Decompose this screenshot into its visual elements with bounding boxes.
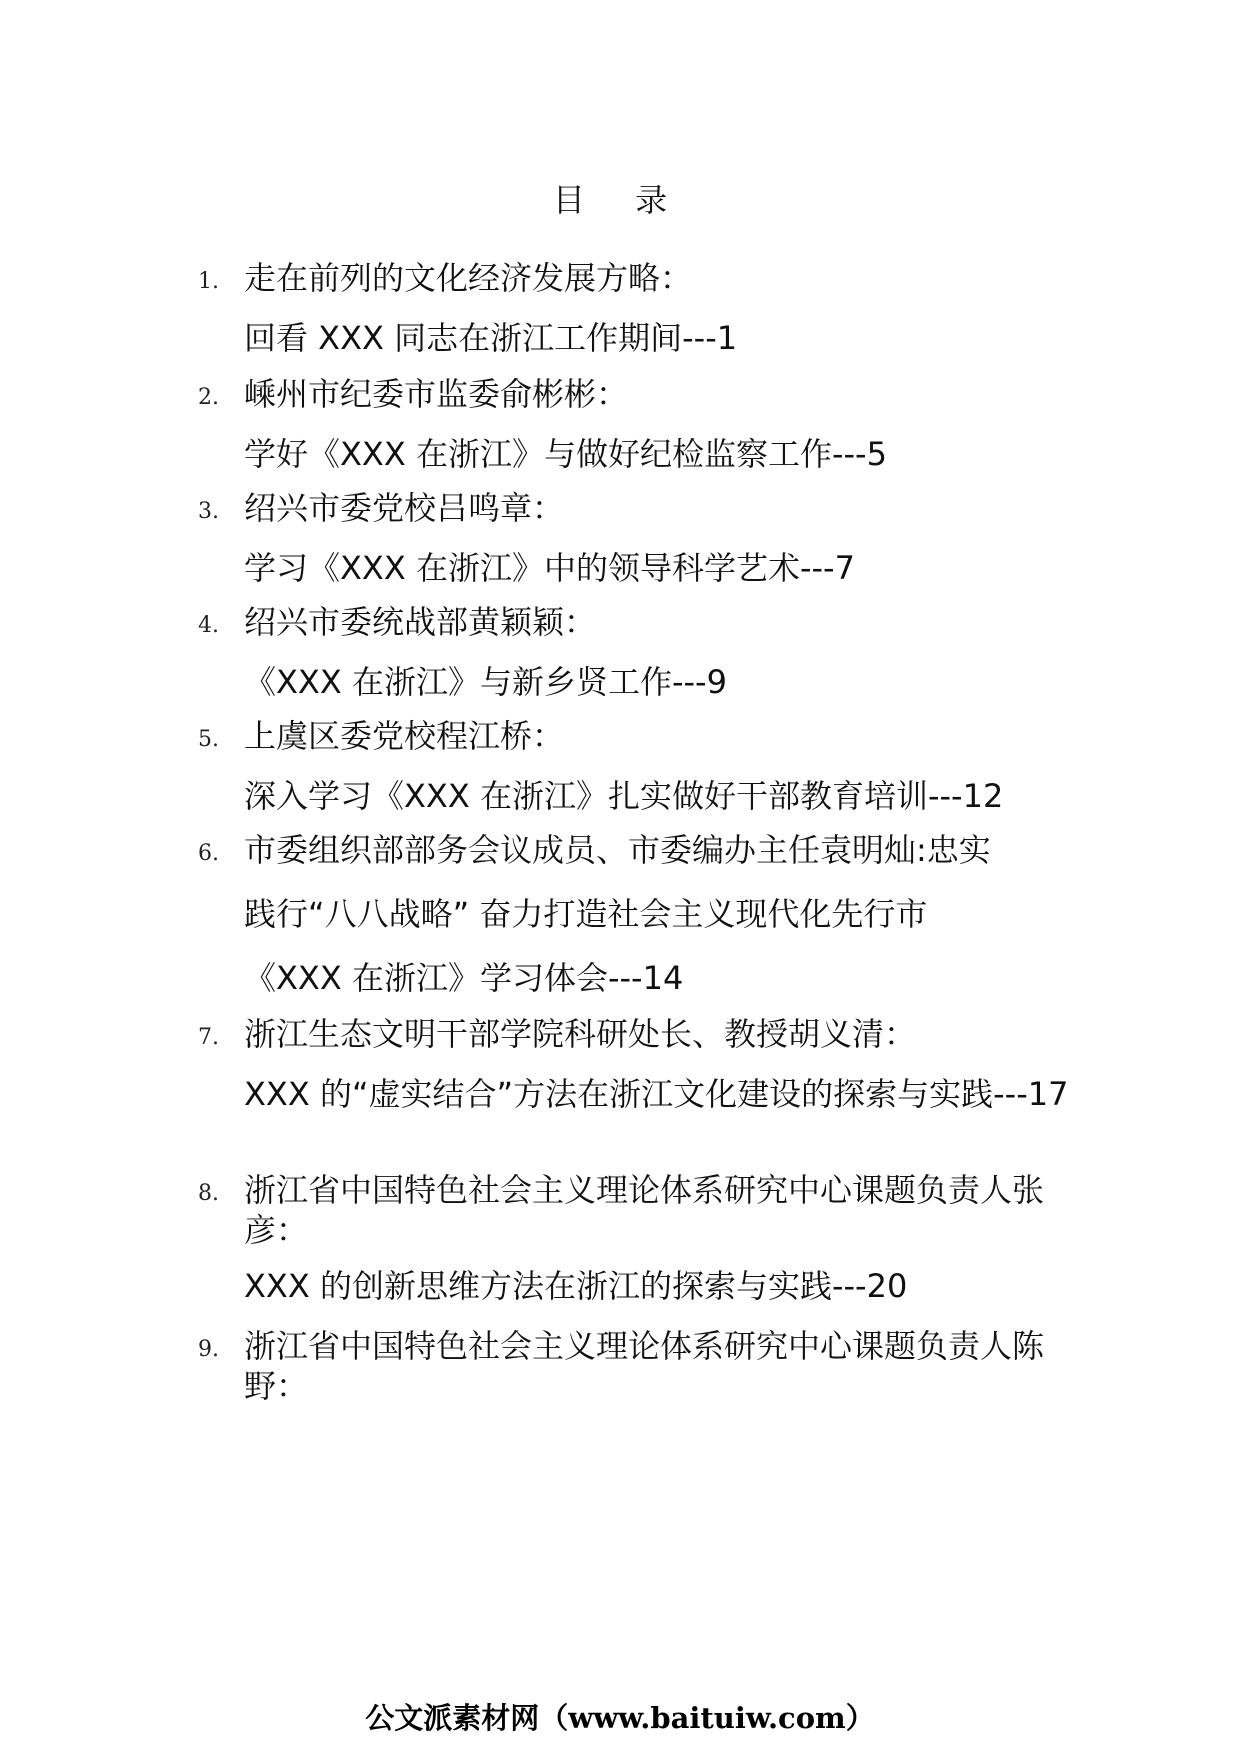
entry-heading: 嵊州市纪委市监委俞彬彬： [244,375,629,413]
entry-number: 4. [198,613,219,638]
entry-number: 6. [198,841,219,866]
entry-subtitle: 回看 XXX 同志在浙江工作期间---1 [244,319,738,357]
entry-heading: 市委组织部部务会议成员、市委编办主任袁明灿:忠实 [244,831,991,869]
entry-heading: 浙江生态文明干部学院科研处长、教授胡义清： [244,1015,917,1053]
entry-number: 2. [198,385,219,410]
entry-subtitle: 《XXX 在浙江》与新乡贤工作---9 [244,663,727,701]
entry-heading: 浙江省中国特色社会主义理论体系研究中心课题负责人张彦： [244,1171,1045,1249]
entry-subtitle: 深入学习《XXX 在浙江》扎实做好干部教育培训---12 [244,777,1004,815]
toc-title: 目 录 [552,181,688,219]
entry-number: 1. [198,269,219,294]
entry-heading: 绍兴市委党校吕鸣章： [244,489,565,527]
entry-number: 8. [198,1181,219,1206]
footer-watermark-text: 公文派素材网（www.baituiw.com） [365,1701,875,1735]
entry-number: 3. [198,499,219,524]
entry-heading: 走在前列的文化经济发展方略： [244,259,693,297]
entry-subtitle: XXX 的“虚实结合”方法在浙江文化建设的探索与实践---17 [244,1075,1069,1113]
entry-heading: 浙江省中国特色社会主义理论体系研究中心课题负责人陈野： [244,1327,1045,1405]
entry-heading: 绍兴市委统战部黄颖颖： [244,603,597,641]
entry-number: 7. [198,1025,219,1050]
entry-subtitle: 学习《XXX 在浙江》中的领导科学艺术---7 [244,549,855,587]
entry-heading: 上虞区委党校程江桥： [244,717,565,755]
entry-subtitle: XXX 的创新思维方法在浙江的探索与实践---20 [244,1267,908,1305]
entry-subtitle: 学好《XXX 在浙江》与做好纪检监察工作---5 [244,435,887,473]
entry-subtitle-continued: 《XXX 在浙江》学习体会---14 [244,959,684,997]
entry-number: 9. [198,1337,219,1362]
entry-subtitle: 践行“八八战略” 奋力打造社会主义现代化先行市 [244,895,928,933]
entry-number: 5. [198,727,219,752]
